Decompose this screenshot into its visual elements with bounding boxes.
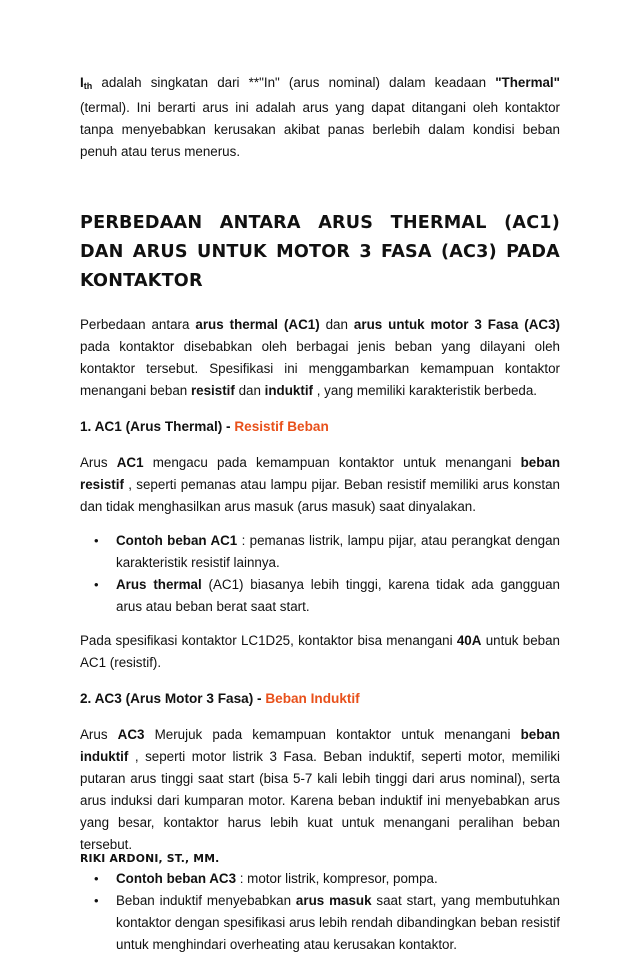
overview-paragraph: Perbedaan antara arus thermal (AC1) dan arus untuk motor 3 Fasa (AC3) pada kontaktor disebabkan oleh berbagai jenis beban yang dilayani oleh kontaktor tersebut. Spesifikasi ini menggambarkan kemampuan kontaktor menangani beban resistif dan induktif , yang memiliki karakteristik berbeda. <box>80 317 560 398</box>
list-item: • Contoh beban AC1 : pemanas listrik, lampu pijar, atau perangkat dengan karakteristik resistif lainnya. <box>116 530 560 574</box>
ac1-spec-paragraph: Pada spesifikasi kontaktor LC1D25, kontaktor bisa menangani 40A untuk beban AC1 (resistif). <box>80 633 560 670</box>
document-body <box>80 72 560 968</box>
list-item: • Contoh beban AC3 : motor listrik, kompresor, pompa. <box>116 868 560 890</box>
list-item: • Beban induktif menyebabkan arus masuk saat start, yang membutuhkan kontaktor dengan spesifikasi arus lebih rendah dibandingkan beban resistif untuk menghindari overheating atau kerusakan kontaktor. <box>116 890 560 956</box>
ac3-paragraph: Arus AC3 Merujuk pada kemampuan kontaktor untuk menangani beban induktif , seperti motor listrik 3 Fasa. Beban induktif, seperti motor, memiliki putaran arus tinggi saat start (bisa 5-7 kali lebih tinggi dari arus nominal), serta arus induksi dari kumparan motor. Karena beban induktif ini menyebabkan arus yang besar, kontaktor harus lebih kuat untuk menangani peralihan beban tersebut. <box>80 727 560 852</box>
intro-paragraph: $I_{th}$ adalah singkatan dari **"In" (arus nominal) dalam keadaan "Thermal" (termal). Ini berarti arus ini adalah arus yang dapat ditangani oleh kontaktor tanpa menyebabkan kerusakan akibat panas berlebih dalam kondisi beban penuh atau terus menerus. <box>80 75 560 159</box>
section-heading: PERBEDAAN ANTARA ARUS THERMAL (AC1) DAN ARUS UNTUK MOTOR 3 FASA (AC3) PADA KONTAKTOR <box>80 213 560 291</box>
thermal-quote: "Thermal" <box>495 75 560 90</box>
ac3-subheading: 2. AC3 (Arus Motor 3 Fasa) - Beban Induktif <box>80 691 360 706</box>
ac1-paragraph: Arus AC1 mengacu pada kemampuan kontaktor untuk menangani beban resistif , seperti pemanas atau lampu pijar. Beban resistif memiliki arus konstan dan tidak menghasilkan arus masuk (arus masuk) saat dinyalakan. <box>80 455 560 514</box>
ac1-bullet-list <box>80 530 560 618</box>
list-item: • Arus thermal (AC1) biasanya lebih tinggi, karena tidak ada gangguan arus atau beban berat saat start. <box>116 574 560 618</box>
ac3-bullet-list <box>80 868 560 956</box>
ith-symbol: $I_{th}$ <box>80 75 93 91</box>
ac1-subheading: 1. AC1 (Arus Thermal) - Resistif Beban <box>80 419 329 434</box>
page-footer-author: RIKI ARDONI, ST., MM. <box>80 852 220 865</box>
